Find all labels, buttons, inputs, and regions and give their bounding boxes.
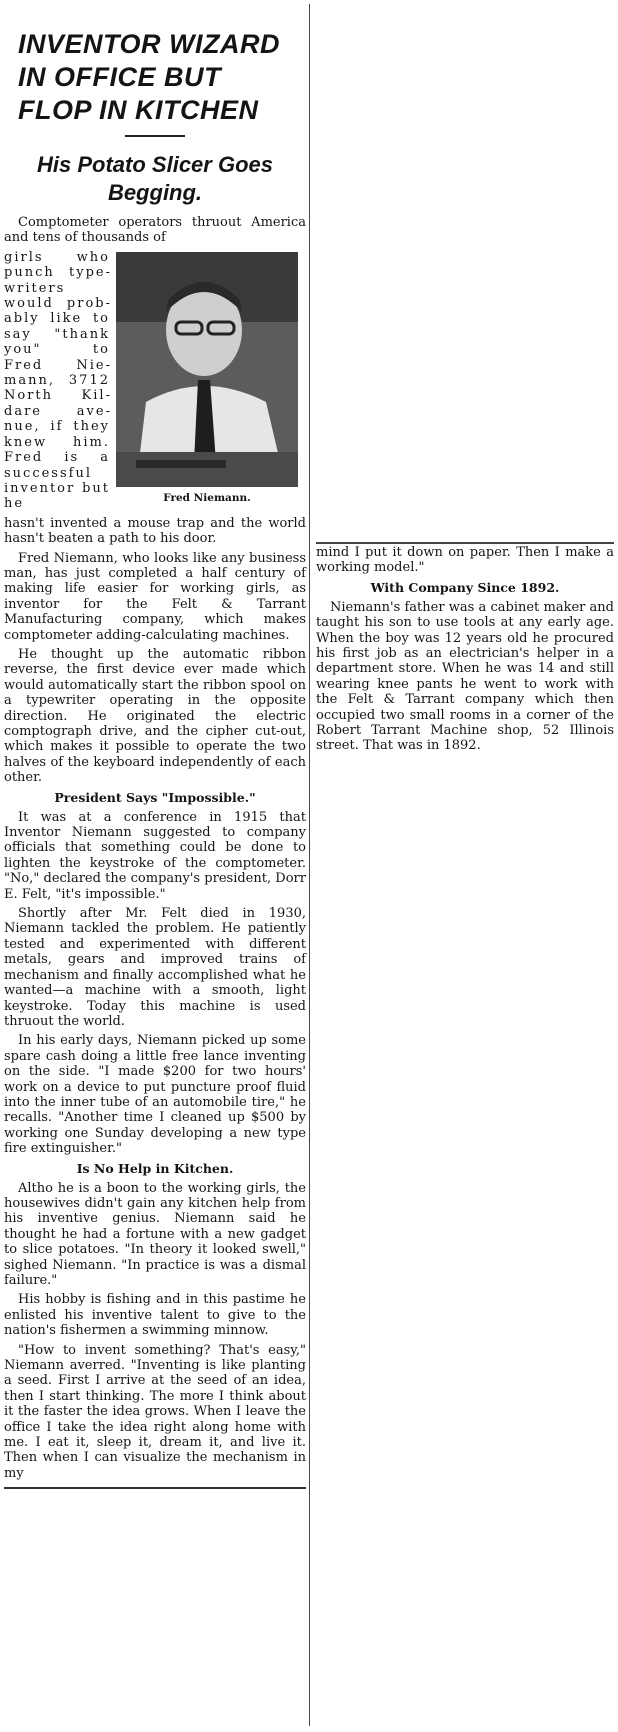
paragraph-fathers-trade: Niemann's father was a cabinet maker and taught his son to use tools at any early age. When the boy was 12 years old he procured his first job as an electrician's helper in a department store. When he was 14 and still wearing knee pants he went to work with the Felt & Tarrant company which then occupied two small rooms in a corner of the Robert Tarrant Machine shop, 52 Illinois street. That was in 1892.	[316, 599, 614, 754]
paragraph-fishing-hobby: His hobby is fishing and in this pastime he enlisted his inventive talent to give to the nation's fishermen a swimming minnow.	[4, 1292, 306, 1339]
column-1-end-rule	[4, 1487, 306, 1489]
paragraph-how-to-invent: "How to invent something? That's easy," Niemann averred. "Inventing is like planting a seed. First I arrive at the seed of an idea, then I start thinking. The more I think about it the faster the idea grows. When I leave the office I take the idea right along home with me. I eat it, sleep it, dream it, and live it. Then when I can visualize the mechanism in my	[4, 1342, 306, 1481]
headline	[4, 8, 306, 127]
paragraph-lead-wrap: girls who punch typewriters would probably like to say "thank you" to Fred Niemann, 3712 North Kildare avenue, if they knew him. Fred is a successful inventor but he	[4, 249, 110, 512]
subhead-no-help-kitchen: Is No Help in Kitchen.	[76, 1160, 234, 1176]
paragraph-lead-end: hasn't invented a mouse trap and the world hasn't beaten a path to his door.	[4, 515, 306, 547]
headline-rule	[125, 135, 185, 137]
portrait-illustration	[116, 252, 298, 487]
portrait-photo	[116, 252, 298, 487]
paragraph-working-model: mind I put it down on paper. Then I make a working model."	[316, 545, 614, 576]
subhead-president-says: President Says "Impossible."	[54, 789, 256, 805]
photo-caption: Fred Niemann.	[163, 491, 251, 504]
column-2-top-rule	[316, 542, 614, 544]
portrait-figure	[116, 252, 298, 505]
paragraph-felt-died: Shortly after Mr. Felt died in 1930, Niemann tackled the problem. He patiently tested and experimented with different metals, gears and improved trains of mechanism and finally accomplished what he wanted—a machine with a smooth, light keystroke. Today this machine is used thruout the world.	[4, 906, 306, 1029]
subhead-with-company: With Company Since 1892.	[370, 579, 560, 595]
headline-line-3: FLOP IN KITCHEN	[18, 95, 259, 125]
paragraph-conference-1915: It was at a conference in 1915 that Inventor Niemann suggested to company officials that something could be done to lighten the keystroke of the comptometer. "No," declared the company's president, Dorr E. Felt, "it's impossible."	[4, 809, 306, 902]
paragraph-lead-intro	[4, 215, 306, 246]
headline-line-1: INVENTOR WIZARD	[18, 29, 280, 59]
deck-line-2: Begging.	[107, 180, 203, 205]
article-column-1	[4, 8, 306, 1489]
paragraph-early-days: In his early days, Niemann picked up some spare cash doing a little free lance inventing on the side. "I made $200 for two hours' work on a device to put puncture proof fluid into the inner tube of an automobile tire," he recalls. "Another time I cleaned up $500 by working one Sunday developing a new type fire extinguisher."	[4, 1033, 306, 1157]
deck-headline	[8, 151, 302, 207]
lead-text-start: Comptometer operators thruout America and tens of thousands of	[4, 215, 306, 246]
paragraph-potato-slicer: Altho he is a boon to the working girls, the housewives didn't gain any kitchen help from his inventive genius. Niemann said he thought he had a fortune with a new gadget to slice potatoes. "In theory it looked swell," sighed Niemann. "In practice is was a dismal failure."	[4, 1180, 306, 1288]
article-column-2	[316, 545, 614, 758]
deck-line-1: His Potato Slicer Goes	[37, 152, 273, 177]
paragraph-half-century: Fred Niemann, who looks like any business man, has just completed a half century of making life easier for working girls, as inventor for the Felt & Tarrant Manufacturing company, which makes comptometer adding-calculating machines.	[4, 550, 306, 643]
headline-line-2: IN OFFICE BUT	[18, 62, 221, 92]
paragraph-ribbon-reverse: He thought up the automatic ribbon reverse, the first device ever made which would automatically start the ribbon spool on a typewriter operating in the opposite direction. He originated the electric comptograph drive, and the cipher cut-out, which makes it possible to operate the two halves of the keyboard independently of each other.	[4, 646, 306, 786]
column-divider	[309, 4, 310, 1726]
